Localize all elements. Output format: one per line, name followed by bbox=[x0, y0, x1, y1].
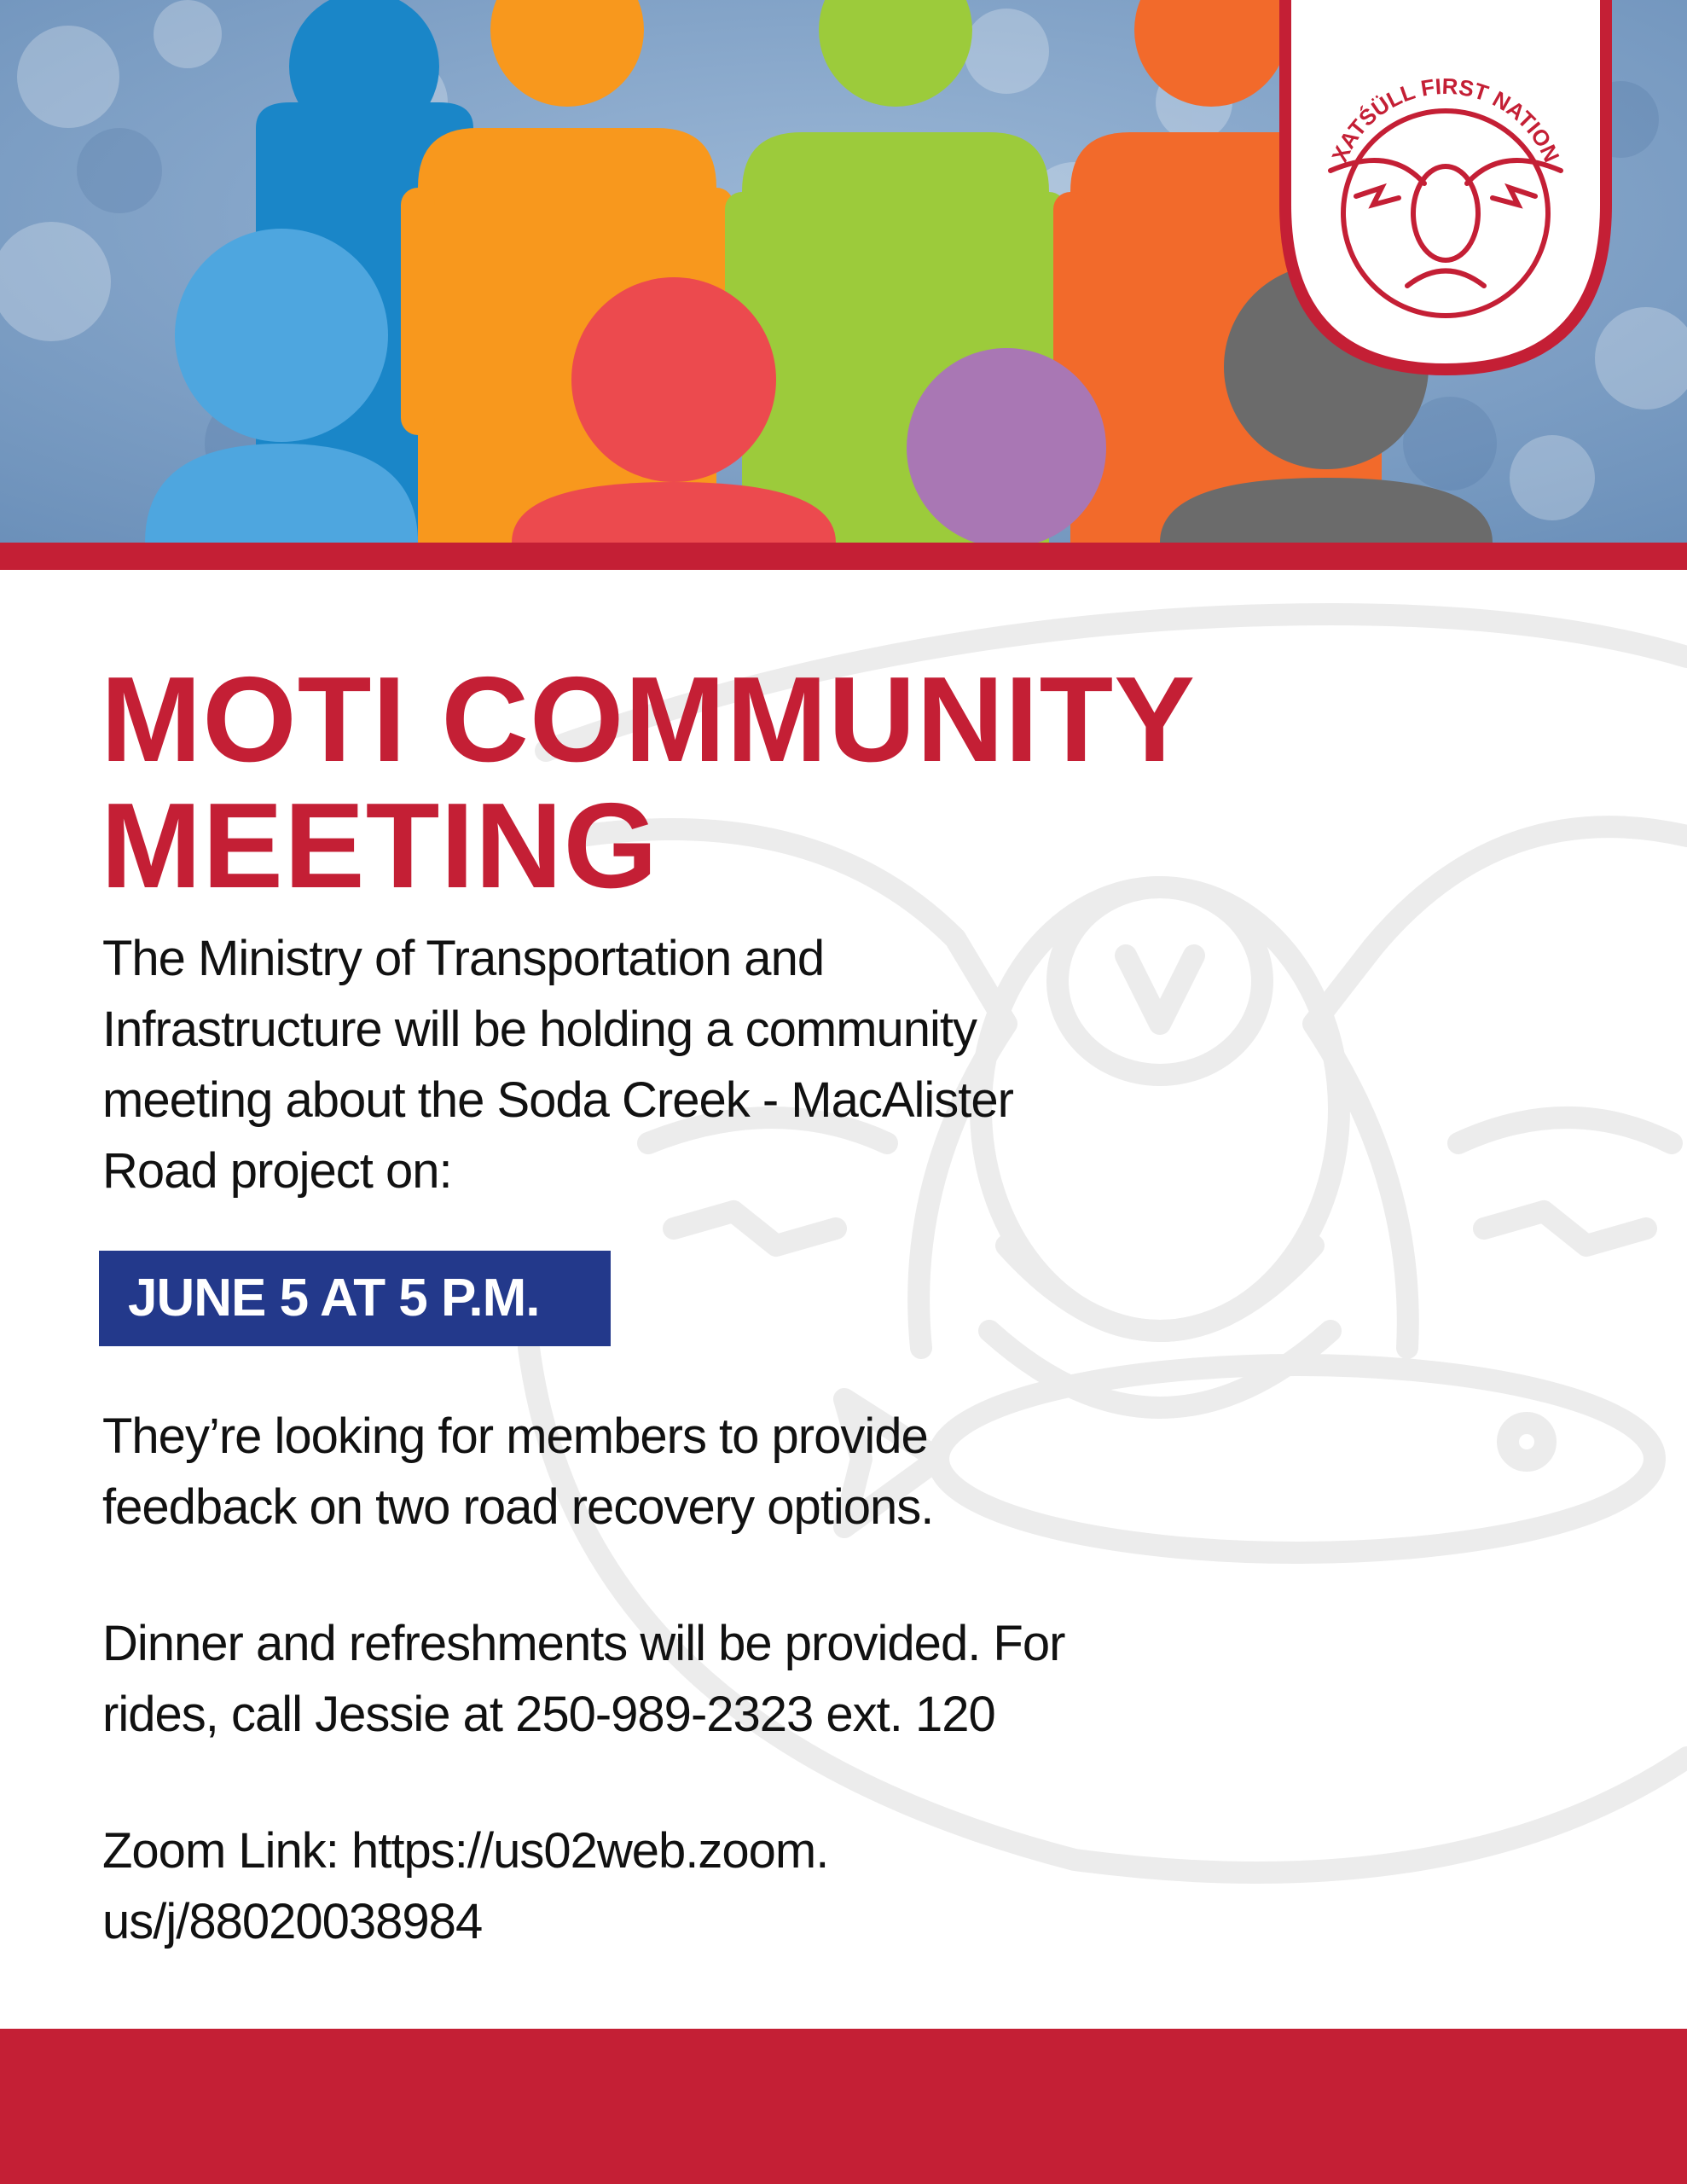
dinner-line: rides, call Jessie at 250-989-2323 ext. 120 bbox=[102, 1687, 995, 1742]
date-label: JUNE 5 AT 5 P.M. bbox=[128, 1269, 540, 1327]
intro-line: Infrastructure will be holding a community bbox=[102, 1002, 977, 1057]
date-banner bbox=[99, 1251, 611, 1346]
dinner-line: Dinner and refreshments will be provided. For bbox=[102, 1616, 1065, 1671]
first-nation-logo bbox=[1279, 0, 1612, 375]
intro-line: The Ministry of Transportation and bbox=[102, 931, 825, 986]
person-purple bbox=[907, 348, 1106, 543]
zoom-line[interactable]: Zoom Link: https://us02web.zoom. bbox=[102, 1823, 829, 1879]
intro-paragraph bbox=[102, 923, 1092, 1206]
banner-divider bbox=[0, 543, 1687, 570]
title-line: MEETING bbox=[101, 778, 658, 914]
feedback-line: feedback on two road recovery options. bbox=[102, 1479, 934, 1535]
dinner-paragraph bbox=[102, 1608, 1177, 1750]
feedback-paragraph bbox=[102, 1401, 1092, 1542]
zoom-line[interactable]: us/j/88020038984 bbox=[102, 1894, 483, 1949]
title-line: MOTI COMMUNITY bbox=[101, 652, 1196, 787]
intro-line: Road project on: bbox=[102, 1143, 452, 1199]
logo-text: XATŚÜLL FIRST NATION bbox=[1326, 73, 1565, 166]
feedback-line: They’re looking for members to provide bbox=[102, 1409, 928, 1464]
intro-line: meeting about the Soda Creek - MacAlister bbox=[102, 1072, 1013, 1128]
page-title bbox=[101, 652, 1380, 914]
footer-bar bbox=[0, 2029, 1687, 2184]
zoom-link-paragraph[interactable] bbox=[102, 1815, 1092, 1957]
